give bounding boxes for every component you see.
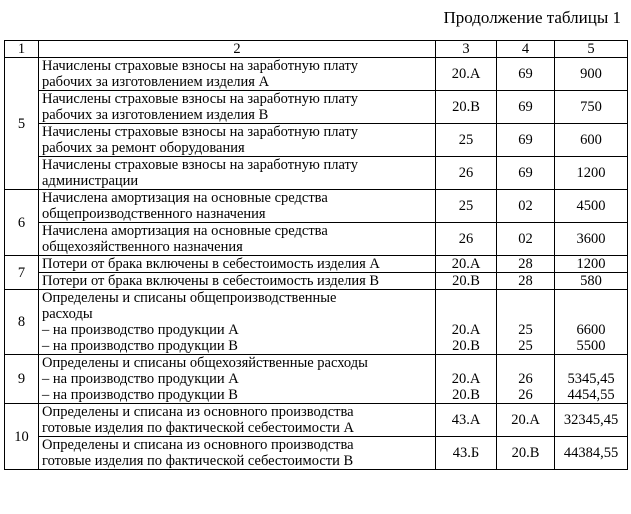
debit-account (436, 290, 497, 355)
debit-account: 25 (436, 124, 497, 157)
amount: 600 (555, 124, 628, 157)
accounting-entries-table (4, 40, 628, 470)
amount: 4500 (555, 190, 628, 223)
description-line: Начислены страховые взносы на заработную плату (42, 124, 358, 140)
operation-description (39, 124, 436, 157)
table-row (5, 157, 628, 190)
operation-description (39, 290, 436, 355)
table-row (5, 355, 628, 404)
description-line: расходы (42, 306, 93, 322)
credit-account: 69 (497, 91, 555, 124)
operation-description (39, 58, 436, 91)
credit-account-value: 26 (518, 387, 533, 403)
amount: 1200 (555, 157, 628, 190)
description-line: – на производство продукции А (42, 322, 239, 338)
description-line: Начислена амортизация на основные средства (42, 223, 328, 239)
description-line: Определены и списаны общепроизводственные (42, 290, 337, 306)
credit-account (497, 355, 555, 404)
debit-account: 26 (436, 223, 497, 256)
description-line: Определены и списаны общехозяйственные расходы (42, 355, 368, 371)
debit-account (436, 355, 497, 404)
credit-account: 02 (497, 190, 555, 223)
description-line: – на производство продукции В (42, 338, 238, 354)
amount-value: 5345,45 (567, 371, 615, 387)
operation-description (39, 273, 436, 290)
credit-account: 69 (497, 157, 555, 190)
amount: 750 (555, 91, 628, 124)
table-row (5, 256, 628, 273)
description-line: рабочих за изготовлением изделия А (42, 74, 270, 90)
header-cell: 2 (39, 41, 436, 58)
entry-number: 7 (5, 256, 39, 290)
table-body (5, 58, 628, 470)
entry-number: 8 (5, 290, 39, 355)
credit-account: 69 (497, 58, 555, 91)
header-row (5, 41, 628, 58)
operation-description (39, 404, 436, 437)
amount: 3600 (555, 223, 628, 256)
amount (555, 290, 628, 355)
table-row (5, 91, 628, 124)
operation-description (39, 256, 436, 273)
amount: 1200 (555, 256, 628, 273)
description-line: готовые изделия по фактической себестоимости А (42, 420, 354, 436)
amount: 900 (555, 58, 628, 91)
debit-account: 20.А (436, 256, 497, 273)
amount-value: 4454,55 (567, 387, 615, 403)
credit-account: 69 (497, 124, 555, 157)
debit-account: 20.А (436, 58, 497, 91)
credit-account-value: 25 (518, 338, 533, 354)
debit-account-value: 20.В (452, 338, 480, 354)
entry-number: 5 (5, 58, 39, 190)
operation-description (39, 355, 436, 404)
description-line: рабочих за изготовлением изделия В (42, 107, 269, 123)
amount-value: 6600 (576, 322, 606, 338)
debit-account: 43.А (436, 404, 497, 437)
description-line: Потери от брака включены в себестоимость изделия А (42, 256, 380, 272)
header-cell: 3 (436, 41, 497, 58)
credit-account: 02 (497, 223, 555, 256)
description-line: – на производство продукции В (42, 387, 238, 403)
table-row (5, 124, 628, 157)
description-line: готовые изделия по фактической себестоимости В (42, 453, 354, 469)
description-line: – на производство продукции А (42, 371, 239, 387)
operation-description (39, 157, 436, 190)
description-line: Начислены страховые взносы на заработную плату (42, 157, 358, 173)
header-cell: 5 (555, 41, 628, 58)
description-line: Потери от брака включены в себестоимость изделия В (42, 273, 380, 289)
debit-account-value: 20.А (451, 371, 481, 387)
table-row (5, 223, 628, 256)
credit-account: 28 (497, 273, 555, 290)
description-line: Начислена амортизация на основные средства (42, 190, 328, 206)
amount (555, 355, 628, 404)
credit-account (497, 290, 555, 355)
header-cell: 1 (5, 41, 39, 58)
debit-account: 20.В (436, 91, 497, 124)
description-line: Начислены страховые взносы на заработную плату (42, 58, 358, 74)
description-line: общепроизводственного назначения (42, 206, 266, 222)
description-line: общехозяйственного назначения (42, 239, 243, 255)
table-row (5, 273, 628, 290)
table-row (5, 290, 628, 355)
header-cell: 4 (497, 41, 555, 58)
debit-account: 43.Б (436, 437, 497, 470)
description-line: рабочих за ремонт оборудования (42, 140, 245, 156)
debit-account: 20.В (436, 273, 497, 290)
amount: 580 (555, 273, 628, 290)
table-row (5, 190, 628, 223)
description-line: Определены и списана из основного производства (42, 437, 354, 453)
entry-number: 10 (5, 404, 39, 470)
table-row (5, 404, 628, 437)
amount: 44384,55 (555, 437, 628, 470)
amount: 32345,45 (555, 404, 628, 437)
debit-account: 26 (436, 157, 497, 190)
table-row (5, 437, 628, 470)
description-line: Начислены страховые взносы на заработную плату (42, 91, 358, 107)
operation-description (39, 91, 436, 124)
operation-description (39, 190, 436, 223)
credit-account: 28 (497, 256, 555, 273)
description-line: администрации (42, 173, 139, 189)
table-row (5, 58, 628, 91)
amount-value: 5500 (576, 338, 606, 354)
entry-number: 6 (5, 190, 39, 256)
credit-account: 20.В (497, 437, 555, 470)
credit-account-value: 25 (518, 322, 533, 338)
debit-account: 25 (436, 190, 497, 223)
credit-account-value: 26 (518, 371, 533, 387)
debit-account-value: 20.В (452, 387, 480, 403)
credit-account: 20.А (497, 404, 555, 437)
entry-number: 9 (5, 355, 39, 404)
debit-account-value: 20.А (451, 322, 481, 338)
operation-description (39, 223, 436, 256)
operation-description (39, 437, 436, 470)
description-line: Определены и списана из основного производства (42, 404, 354, 420)
table-caption: Продолжение таблицы 1 (443, 8, 621, 27)
